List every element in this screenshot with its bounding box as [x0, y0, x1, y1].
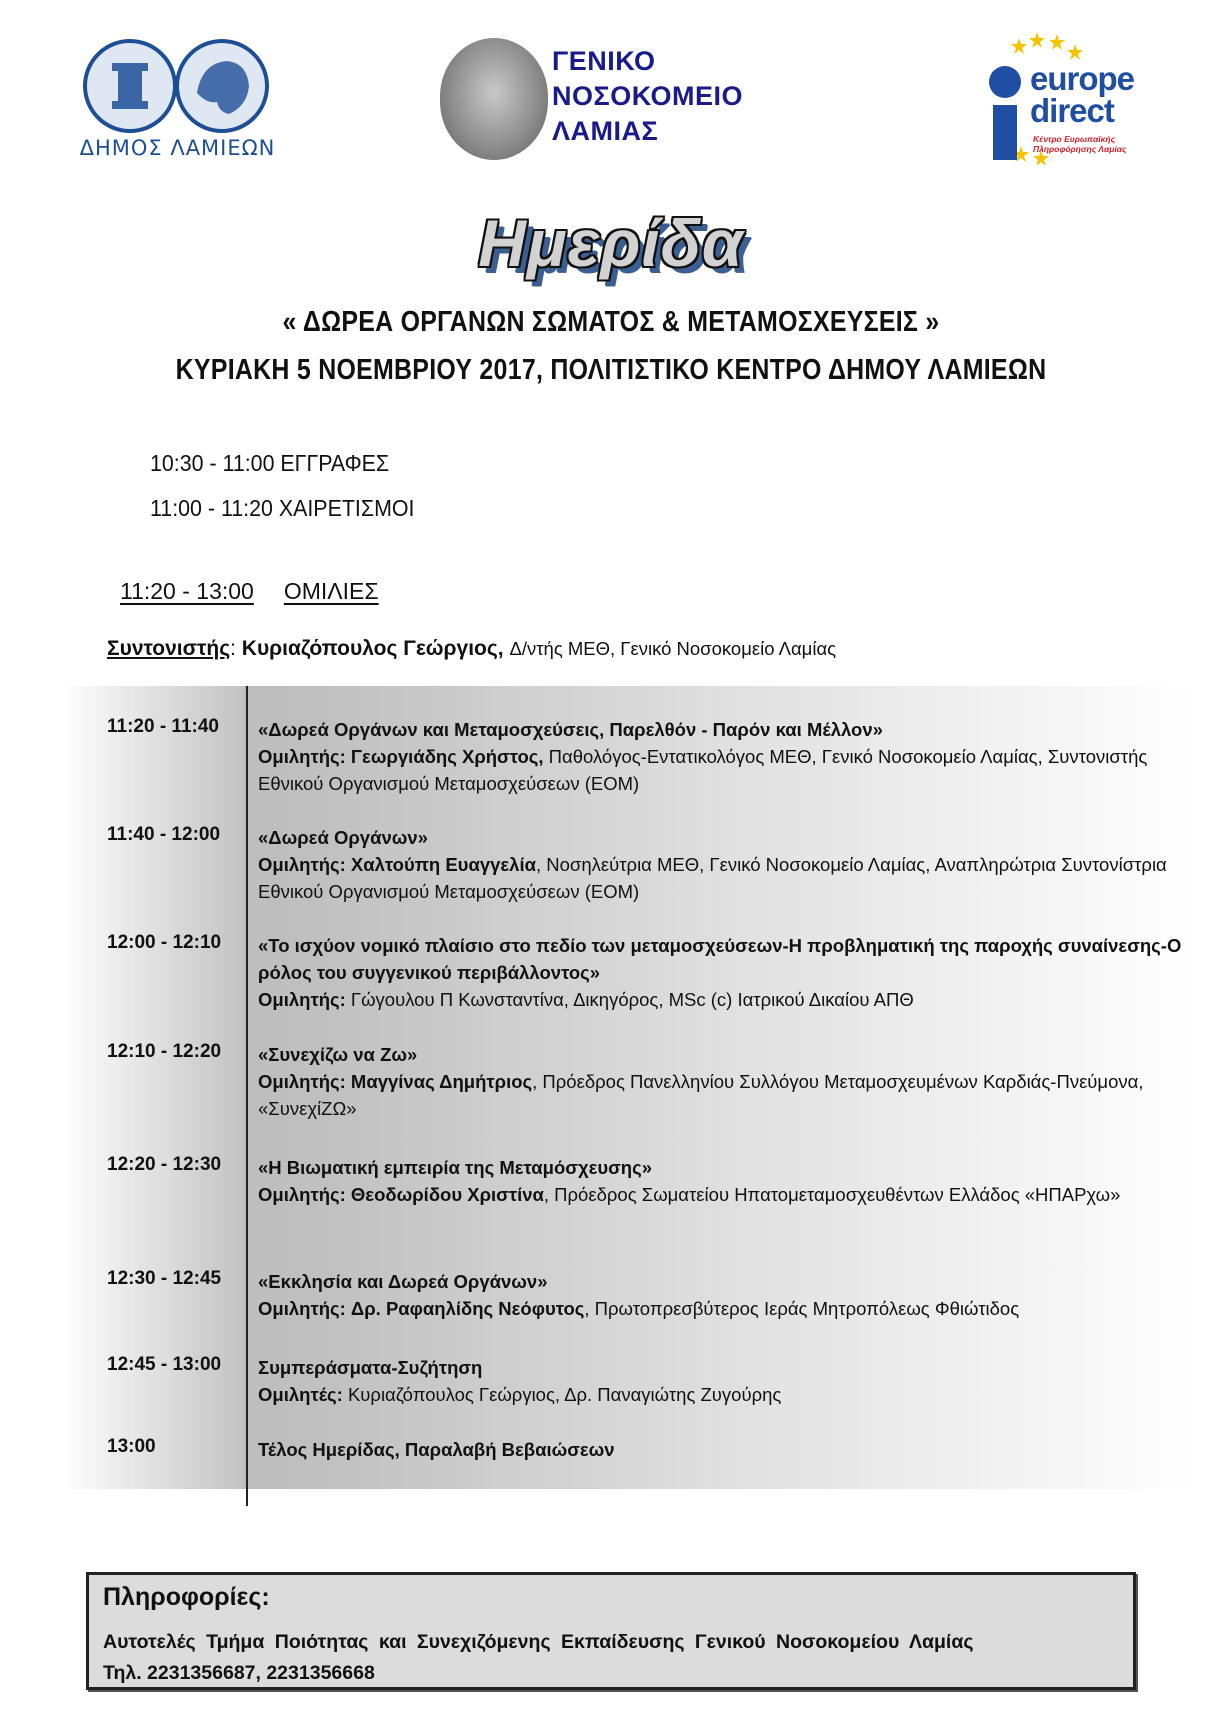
program-content	[258, 824, 1188, 905]
program-content	[258, 1041, 1188, 1122]
talk-title: «Το ισχύον νομικό πλαίσιο στο πεδίο των μεταμοσχεύσεων-Η προβληματική της παροχής συναίνεσης-Ο ρόλος του συγγενικού περιβάλλοντος»	[258, 935, 1182, 983]
info-box	[86, 1572, 1136, 1690]
program-content	[258, 1354, 1188, 1408]
europe-direct-subtitle: Κέντρο Ευρωπαϊκής Πληροφόρησης Λαμίας	[1033, 134, 1127, 154]
program-content	[258, 1154, 1188, 1208]
talk-speaker: Ομιλητής: Θεοδωρίδου Χριστίνα, Πρόεδρος Σωματείου Ηπατομεταμοσχευθέντων Ελλάδος «ΗΠΑΡχω»	[258, 1184, 1121, 1205]
info-heading: Πληροφορίες:	[103, 1583, 270, 1611]
talk-title: «Δωρεά Οργάνων και Μεταμοσχεύσεις, Παρελθόν - Παρόν και Μέλλον»	[258, 719, 883, 740]
talks-time: 11:20 - 13:00	[120, 578, 254, 604]
hospital-seal-icon	[440, 38, 548, 160]
greetings-session: 11:00 - 11:20 ΧΑΙΡΕΤΙΣΜΟΙ	[150, 495, 415, 521]
talk-speaker: Ομιλητής: Γεωργιάδης Χρήστος, Παθολόγος-Εντατικολόγος ΜΕΘ, Γενικό Νοσοκομείο Λαμίας, Συντονιστής Εθνικού Οργανισμού Μεταμοσχεύσεων (ΕΟΜ)	[258, 746, 1148, 794]
event-date-venue: ΚΥΡΙΑΚΗ 5 ΝΟΕΜΒΡΙΟΥ 2017, ΠΟΛΙΤΙΣΤΙΚΟ ΚΕΝΤΡΟ ΔΗΜΟΥ ΛΑΜΙΕΩΝ	[175, 354, 1047, 386]
event-type-heading: Ημερίδα	[478, 206, 744, 280]
program-time: 12:30 - 12:45	[107, 1268, 222, 1289]
coordinator-name: Κυριαζόπουλος Γεώργιος,	[241, 637, 504, 660]
talk-title: «Δωρεά Οργάνων»	[258, 827, 428, 848]
coordinator-label: Συντονιστής	[107, 637, 231, 660]
coordinator-role: Δ/ντής ΜΕΘ, Γενικό Νοσοκομείο Λαμίας	[509, 638, 837, 659]
program-divider	[246, 686, 248, 1506]
program-time: 12:00 - 12:10	[107, 932, 222, 953]
dimos-caption: ΔΗΜΟΣ ΛΑΜΙΕΩΝ	[79, 136, 276, 160]
program-time: 11:20 - 11:40	[107, 716, 219, 737]
info-i-bar-icon	[993, 105, 1017, 160]
talk-title: «Η Βιωματική εμπειρία της Μεταμόσχευσης»	[258, 1157, 653, 1178]
talk-speaker: Ομιλητής: Μαγγίνας Δημήτριος, Πρόεδρος Πανελληνίου Συλλόγου Μεταμοσχευμένων Καρδιάς-Πνεύμονα, «ΣυνεχίΖΩ»	[258, 1071, 1144, 1119]
closing-title: Τέλος Ημερίδας, Παραλαβή Βεβαιώσεων	[258, 1439, 615, 1460]
talk-speaker: Ομιλητές: Κυριαζόπουλος Γεώργιος, Δρ. Παναγιώτης Ζυγούρης	[258, 1384, 782, 1405]
talk-speaker: Ομιλητής: Γώγουλου Π Κωνσταντίνα, Δικηγόρος, MSc (c) Ιατρικού Δικαίου ΑΠΘ	[258, 989, 914, 1010]
info-department: Αυτοτελές Τμήμα Ποιότητας και Συνεχιζόμενης Εκπαίδευσης Γενικού Νοσοκομείου Λαμίας	[103, 1631, 974, 1653]
talk-title: «Εκκλησία και Δωρεά Οργάνων»	[258, 1271, 548, 1292]
talks-section-heading	[120, 578, 379, 605]
talk-title: «Συνεχίζω να Ζω»	[258, 1044, 418, 1065]
europe-direct-logo: europe direct Κέντρο Ευρωπαϊκής Πληροφόρησης Λαμίας	[975, 30, 1155, 165]
coordinator-line: Συντονιστής: Κυριαζόπουλος Γεώργιος, Δ/ντής ΜΕΘ, Γενικό Νοσοκομείο Λαμίας	[107, 637, 837, 660]
registration-session: 10:30 - 11:00 ΕΓΓΡΑΦΕΣ	[150, 450, 390, 476]
program-time: 12:45 - 13:00	[107, 1354, 222, 1375]
ancient-coins-icon	[82, 38, 272, 133]
dimos-lamieon-logo	[70, 38, 285, 163]
program-content	[258, 932, 1188, 1013]
program-content	[258, 1436, 1188, 1463]
program-time: 12:10 - 12:20	[107, 1041, 222, 1062]
program-time: 11:40 - 12:00	[107, 824, 221, 845]
program-time: 13:00	[107, 1436, 156, 1457]
event-title: « ΔΩΡΕΑ ΟΡΓΑΝΩΝ ΣΩΜΑΤΟΣ & ΜΕΤΑΜΟΣΧΕΥΣΕΙΣ »	[282, 306, 940, 338]
program-content	[258, 1268, 1188, 1322]
talk-speaker: Ομιλητής: Δρ. Ραφαηλίδης Νεόφυτος, Πρωτοπρεσβύτερος Ιεράς Μητροπόλεως Φθιώτιδος	[258, 1298, 1020, 1319]
info-i-dot-icon	[989, 66, 1021, 98]
hospital-name: ΓΕΝΙΚΟ ΝΟΣΟΚΟΜΕΙΟ ΛΑΜΙΑΣ	[552, 46, 743, 146]
program-time: 12:20 - 12:30	[107, 1154, 222, 1175]
program-content	[258, 716, 1188, 797]
talk-title: Συμπεράσματα-Συζήτηση	[258, 1357, 483, 1378]
general-hospital-lamia-logo	[440, 38, 770, 163]
info-phone: Τηλ. 2231356687, 2231356668	[103, 1662, 375, 1684]
talk-speaker: Ομιλητής: Χαλτούπη Ευαγγελία, Νοσηλεύτρια ΜΕΘ, Γενικό Νοσοκομείο Λαμίας, Αναπληρώτρια Συντονίστρια Εθνικού Οργανισμού Μεταμοσχεύσεων (ΕΟΜ)	[258, 854, 1167, 902]
talks-label: ΟΜΙΛΙΕΣ	[283, 578, 379, 604]
